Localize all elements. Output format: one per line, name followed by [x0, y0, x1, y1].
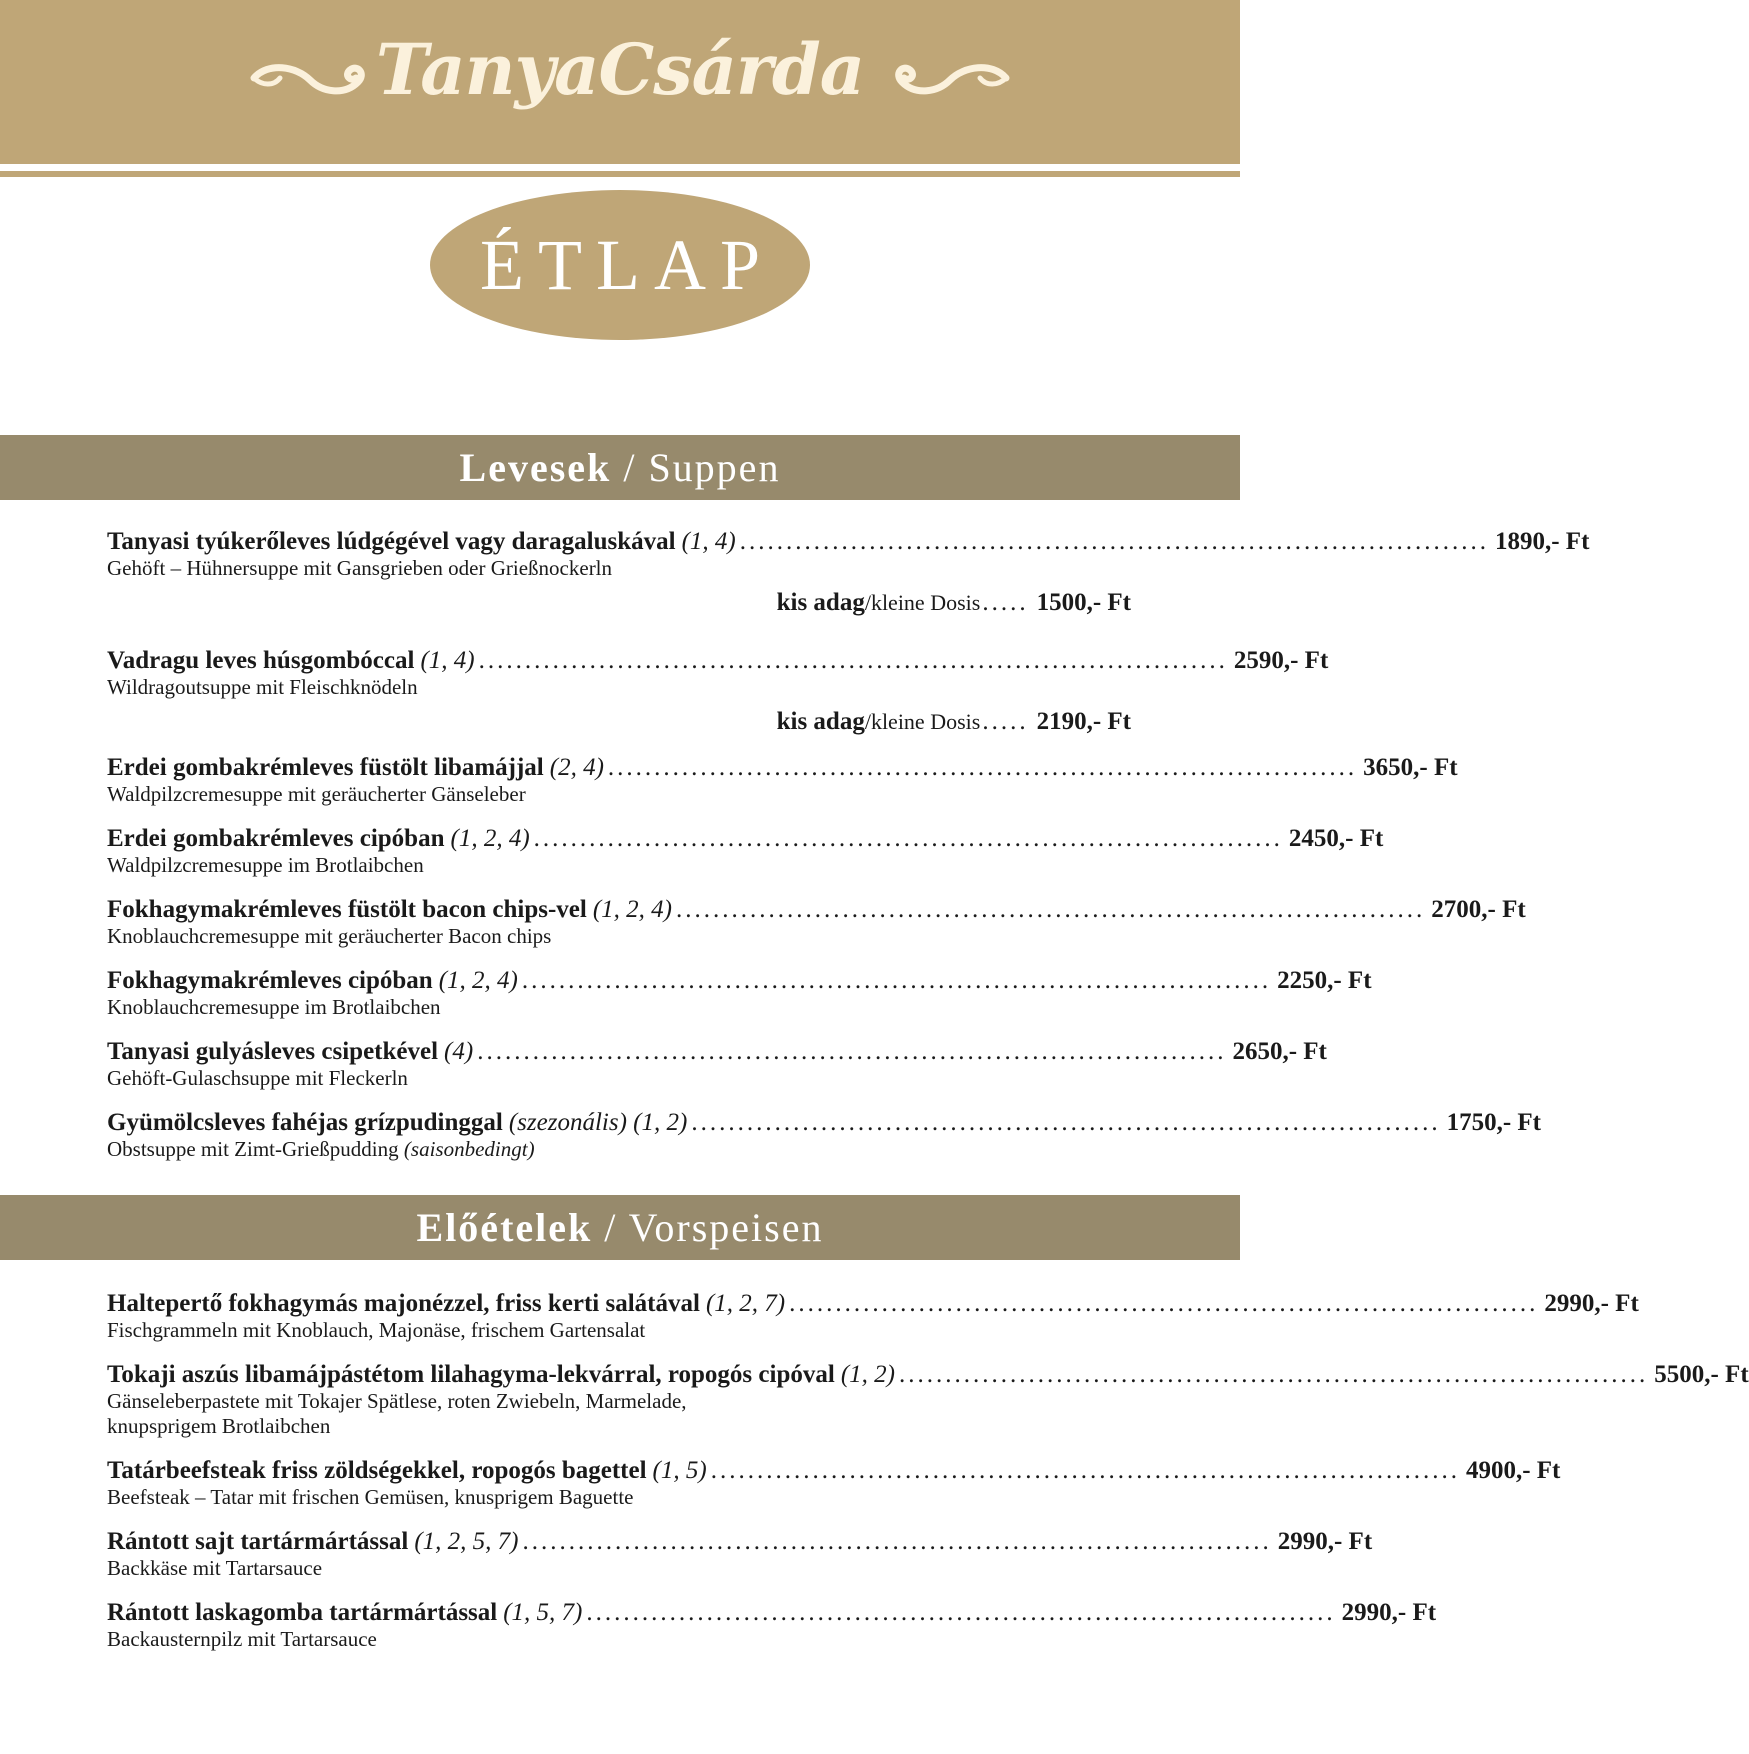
menu-title: ÉTLAP — [480, 224, 774, 305]
item-allergens: (1, 5, 7) — [503, 1599, 583, 1626]
item-name: Erdei gombakrémleves füstölt libamájjal — [107, 754, 544, 781]
item-name: Vadragu leves húsgombóccal — [107, 647, 415, 674]
dot-leader: ................................................................................. — [676, 896, 1426, 923]
item-allergens: (1, 2) — [840, 1361, 895, 1388]
item-translation: Wildragoutsuppe mit Fleischknödeln — [107, 675, 418, 699]
item-name: Erdei gombakrémleves cipóban — [107, 825, 445, 852]
small-portion — [107, 708, 1131, 736]
dot-leader: ................................................................................. — [691, 1109, 1441, 1136]
menu-item — [107, 1528, 1373, 1581]
small-portion-price: 1500,- Ft — [1036, 589, 1131, 616]
header-divider — [0, 171, 1240, 177]
menu-item — [107, 1038, 1327, 1091]
item-translation: Backkäse mit Tartarsauce — [107, 1556, 323, 1580]
menu-item — [107, 1109, 1541, 1162]
item-price: 5500,- Ft — [1654, 1361, 1749, 1388]
item-translation: Knoblauchcremesuppe im Brotlaibchen — [107, 995, 441, 1019]
item-price: 2990,- Ft — [1277, 1528, 1373, 1555]
menu-item — [107, 754, 1458, 807]
item-allergens: (1, 2, 5, 7) — [414, 1528, 519, 1555]
item-translation: Waldpilzcremesuppe im Brotlaibchen — [107, 853, 424, 877]
item-price: 2590,- Ft — [1233, 647, 1329, 674]
item-price: 2990,- Ft — [1544, 1290, 1639, 1317]
item-name: Haltepertő fokhagymás majonézzel, friss kerti salátával — [107, 1290, 700, 1317]
restaurant-name: TanyaCsárda — [375, 28, 865, 111]
section-title-de: Suppen — [648, 445, 781, 490]
dot-leader: ................................................................................. — [478, 647, 1228, 674]
item-name: Fokhagymakrémleves cipóban — [107, 967, 433, 994]
item-name: Rántott sajt tartármártással — [107, 1528, 409, 1555]
small-portion-label: kis adag — [776, 589, 865, 616]
small-portion — [107, 589, 1131, 617]
section-title-hu: Előételek — [416, 1205, 593, 1250]
item-allergens: (1, 4) — [681, 528, 736, 555]
menu-item — [107, 1361, 1749, 1439]
item-price: 2650,- Ft — [1232, 1038, 1327, 1065]
dot-leader: ................................................................................. — [739, 528, 1489, 555]
item-price: 2450,- Ft — [1288, 825, 1384, 852]
dot-leader: ................................................................................. — [710, 1457, 1460, 1484]
item-name: Rántott laskagomba tartármártással — [107, 1599, 498, 1626]
item-translation-line2: knupsprigem Brotlaibchen — [107, 1414, 331, 1438]
item-translation: Backausternpilz mit Tartarsauce — [107, 1627, 377, 1651]
soups-list — [107, 528, 1590, 1180]
item-price: 2700,- Ft — [1431, 896, 1526, 923]
section-title-hu: Levesek — [459, 445, 612, 490]
dot-leader: ................................................................................. — [586, 1599, 1336, 1626]
item-allergens: (1, 4) — [420, 647, 475, 674]
small-portion-price: 2190,- Ft — [1036, 708, 1131, 735]
dot-leader: ................................................................................. — [533, 825, 1283, 852]
item-allergens: (2, 4) — [549, 754, 604, 781]
item-name: Tatárbeefsteak friss zöldségekkel, ropogós bagettel — [107, 1457, 647, 1484]
section-title-separator: / — [623, 445, 637, 490]
dot-leader: ................................................................................. — [607, 754, 1358, 781]
dot-leader: ................................................................................. — [789, 1290, 1539, 1317]
section-title — [460, 444, 781, 491]
menu-item — [107, 967, 1372, 1020]
item-translation-note: (saisonbedingt) — [403, 1137, 535, 1161]
dot-leader: ................................................................................. — [522, 1528, 1272, 1555]
menu-item — [107, 647, 1329, 736]
item-name: Gyümölcsleves fahéjas grízpudinggal — [107, 1109, 503, 1136]
menu-title-badge — [430, 190, 810, 340]
menu-item — [107, 528, 1590, 617]
item-price: 4900,- Ft — [1465, 1457, 1561, 1484]
item-name: Tanyasi gulyásleves csipetkével — [107, 1038, 439, 1065]
item-translation-text: Obstsuppe mit Zimt-Grießpudding — [107, 1137, 399, 1161]
item-translation: Knoblauchcremesuppe mit geräucherter Bacon chips — [107, 924, 552, 948]
small-portion-label-de: /kleine Dosis — [864, 590, 981, 615]
item-allergens: (1, 5) — [652, 1457, 707, 1484]
menu-item — [107, 1290, 1639, 1343]
item-allergens: (1, 2, 4) — [592, 896, 673, 923]
menu-item — [107, 825, 1384, 878]
item-price: 2250,- Ft — [1277, 967, 1372, 994]
item-name: Tanyasi tyúkerőleves lúdgégével vagy daragaluskával — [107, 528, 676, 555]
item-translation: Fischgrammeln mit Knoblauch, Majonäse, frischem Gartensalat — [107, 1318, 646, 1342]
dot-leader: ................................................................................. — [898, 1361, 1649, 1388]
item-allergens: (1, 2, 4) — [450, 825, 530, 852]
menu-item — [107, 1457, 1561, 1510]
item-name: Tokaji aszús libamájpástétom lilahagyma-lekvárral, ropogós cipóval — [107, 1361, 835, 1388]
section-header-soups — [0, 435, 1240, 500]
menu-item — [107, 896, 1526, 949]
section-header-starters — [0, 1195, 1240, 1260]
item-translation: Gehöft-Gulaschsuppe mit Fleckerln — [107, 1066, 408, 1090]
item-translation: Beefsteak – Tatar mit frischen Gemüsen, knusprigem Baguette — [107, 1485, 634, 1509]
item-price: 1750,- Ft — [1446, 1109, 1541, 1136]
item-price: 1890,- Ft — [1494, 528, 1590, 555]
section-title — [417, 1204, 824, 1251]
dot-leader: ................................................................................. — [521, 967, 1272, 994]
dot-leader: ..... — [982, 708, 1029, 735]
item-name: Fokhagymakrémleves füstölt bacon chips-vel — [107, 896, 587, 923]
section-title-de: Vorspeisen — [628, 1205, 824, 1250]
dot-leader: ..... — [982, 589, 1029, 616]
item-price: 2990,- Ft — [1341, 1599, 1437, 1626]
item-price: 3650,- Ft — [1363, 754, 1458, 781]
item-translation: Gehöft – Hühnersuppe mit Gansgrieben oder Grießnockerln — [107, 556, 613, 580]
item-translation: Gänseleberpastete mit Tokajer Spätlese, roten Zwiebeln, Marmelade, — [107, 1389, 687, 1413]
menu-item — [107, 1599, 1437, 1652]
small-portion-label: kis adag — [776, 708, 865, 735]
dot-leader: ................................................................................. — [477, 1038, 1227, 1065]
small-portion-label-de: /kleine Dosis — [864, 709, 981, 734]
section-title-separator: / — [604, 1205, 618, 1250]
item-allergens: (4) — [444, 1038, 474, 1065]
item-allergens: (1, 2, 4) — [438, 967, 518, 994]
item-allergens: (szezonális) (1, 2) — [508, 1109, 688, 1136]
item-translation: Waldpilzcremesuppe mit geräucherter Gänseleber — [107, 782, 526, 806]
item-translation — [107, 1137, 1131, 1162]
starters-list — [107, 1290, 1749, 1670]
item-allergens: (1, 2, 7) — [705, 1290, 786, 1317]
